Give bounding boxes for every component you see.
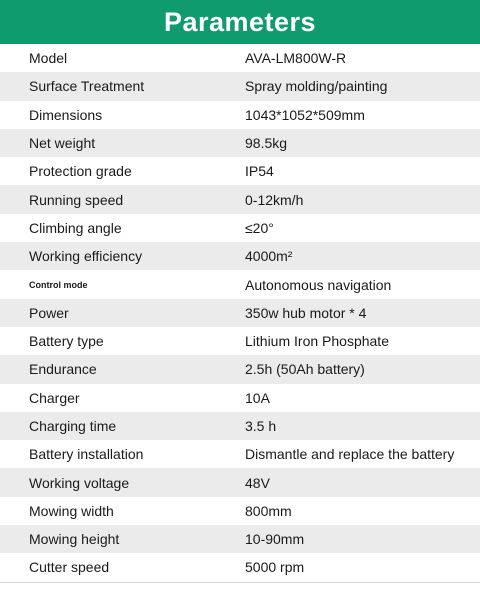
row-value: 2.5h (50Ah battery) <box>245 361 365 378</box>
row-label: Charger <box>29 389 80 406</box>
row-value: Lithium Iron Phosphate <box>245 333 389 350</box>
table-row-model <box>0 44 480 72</box>
table-row-charging-time <box>0 412 480 440</box>
row-value: 10-90mm <box>245 531 305 548</box>
table-row-protection-grade <box>0 157 480 185</box>
row-value: Autonomous navigation <box>245 276 392 293</box>
table-row-cutter-speed <box>0 553 480 581</box>
row-label: Model <box>29 50 68 67</box>
row-value: 98.5kg <box>245 135 288 152</box>
row-label: Charging time <box>29 418 117 434</box>
row-label: Cutter speed <box>29 559 110 576</box>
table-row-mowing-height <box>0 525 480 553</box>
table-row-working-efficiency <box>0 242 480 270</box>
row-label: Mowing height <box>29 531 120 548</box>
row-label: Battery installation <box>29 446 144 463</box>
row-value: 800mm <box>245 502 292 519</box>
row-label: Mowing width <box>29 502 114 519</box>
row-label: Climbing angle <box>29 219 122 236</box>
row-label: Surface Treatment <box>29 78 145 95</box>
row-label: Net weight <box>29 135 96 152</box>
row-value: 1043*1052*509mm <box>245 106 365 123</box>
row-value: 5000 rpm <box>245 559 305 576</box>
row-label: Protection grade <box>29 163 132 180</box>
parameters-header <box>0 0 480 44</box>
table-row-endurance <box>0 355 480 383</box>
table-row-dimensions <box>0 101 480 129</box>
row-value: 3.5 h <box>245 418 277 434</box>
row-value: 48V <box>245 474 270 491</box>
table-row-battery-type <box>0 327 480 355</box>
table-row-net-weight <box>0 129 480 157</box>
row-value: AVA-LM800W-R <box>245 50 347 67</box>
row-label: Running speed <box>29 191 124 208</box>
row-label: Battery type <box>29 333 104 350</box>
table-row-charger <box>0 384 480 412</box>
row-value: 350w hub motor * 4 <box>245 304 367 321</box>
row-label: Dimensions <box>29 106 103 123</box>
row-value: ≤20° <box>245 219 274 236</box>
row-value: 4000m² <box>245 248 293 265</box>
page-title: Parameters <box>163 6 317 37</box>
table-row-climbing-angle <box>0 214 480 242</box>
row-label: Working voltage <box>29 474 130 491</box>
row-label: Working efficiency <box>29 248 143 265</box>
table-bottom-divider <box>0 582 480 583</box>
row-value: Dismantle and replace the battery <box>245 446 455 463</box>
parameters-table <box>0 44 480 582</box>
row-value: 0-12km/h <box>245 191 304 208</box>
table-row-control-mode <box>0 270 480 298</box>
table-row-surface-treatment <box>0 72 480 100</box>
table-row-mowing-width <box>0 497 480 525</box>
row-label: Power <box>29 304 69 321</box>
row-value: 10A <box>245 389 270 406</box>
table-row-power <box>0 299 480 327</box>
row-label: Endurance <box>29 361 97 378</box>
row-value: IP54 <box>245 163 274 180</box>
table-row-battery-installation <box>0 440 480 468</box>
table-row-working-voltage <box>0 468 480 496</box>
row-value: Spray molding/painting <box>245 78 388 95</box>
row-label: Control mode <box>29 279 88 290</box>
table-row-running-speed <box>0 185 480 213</box>
